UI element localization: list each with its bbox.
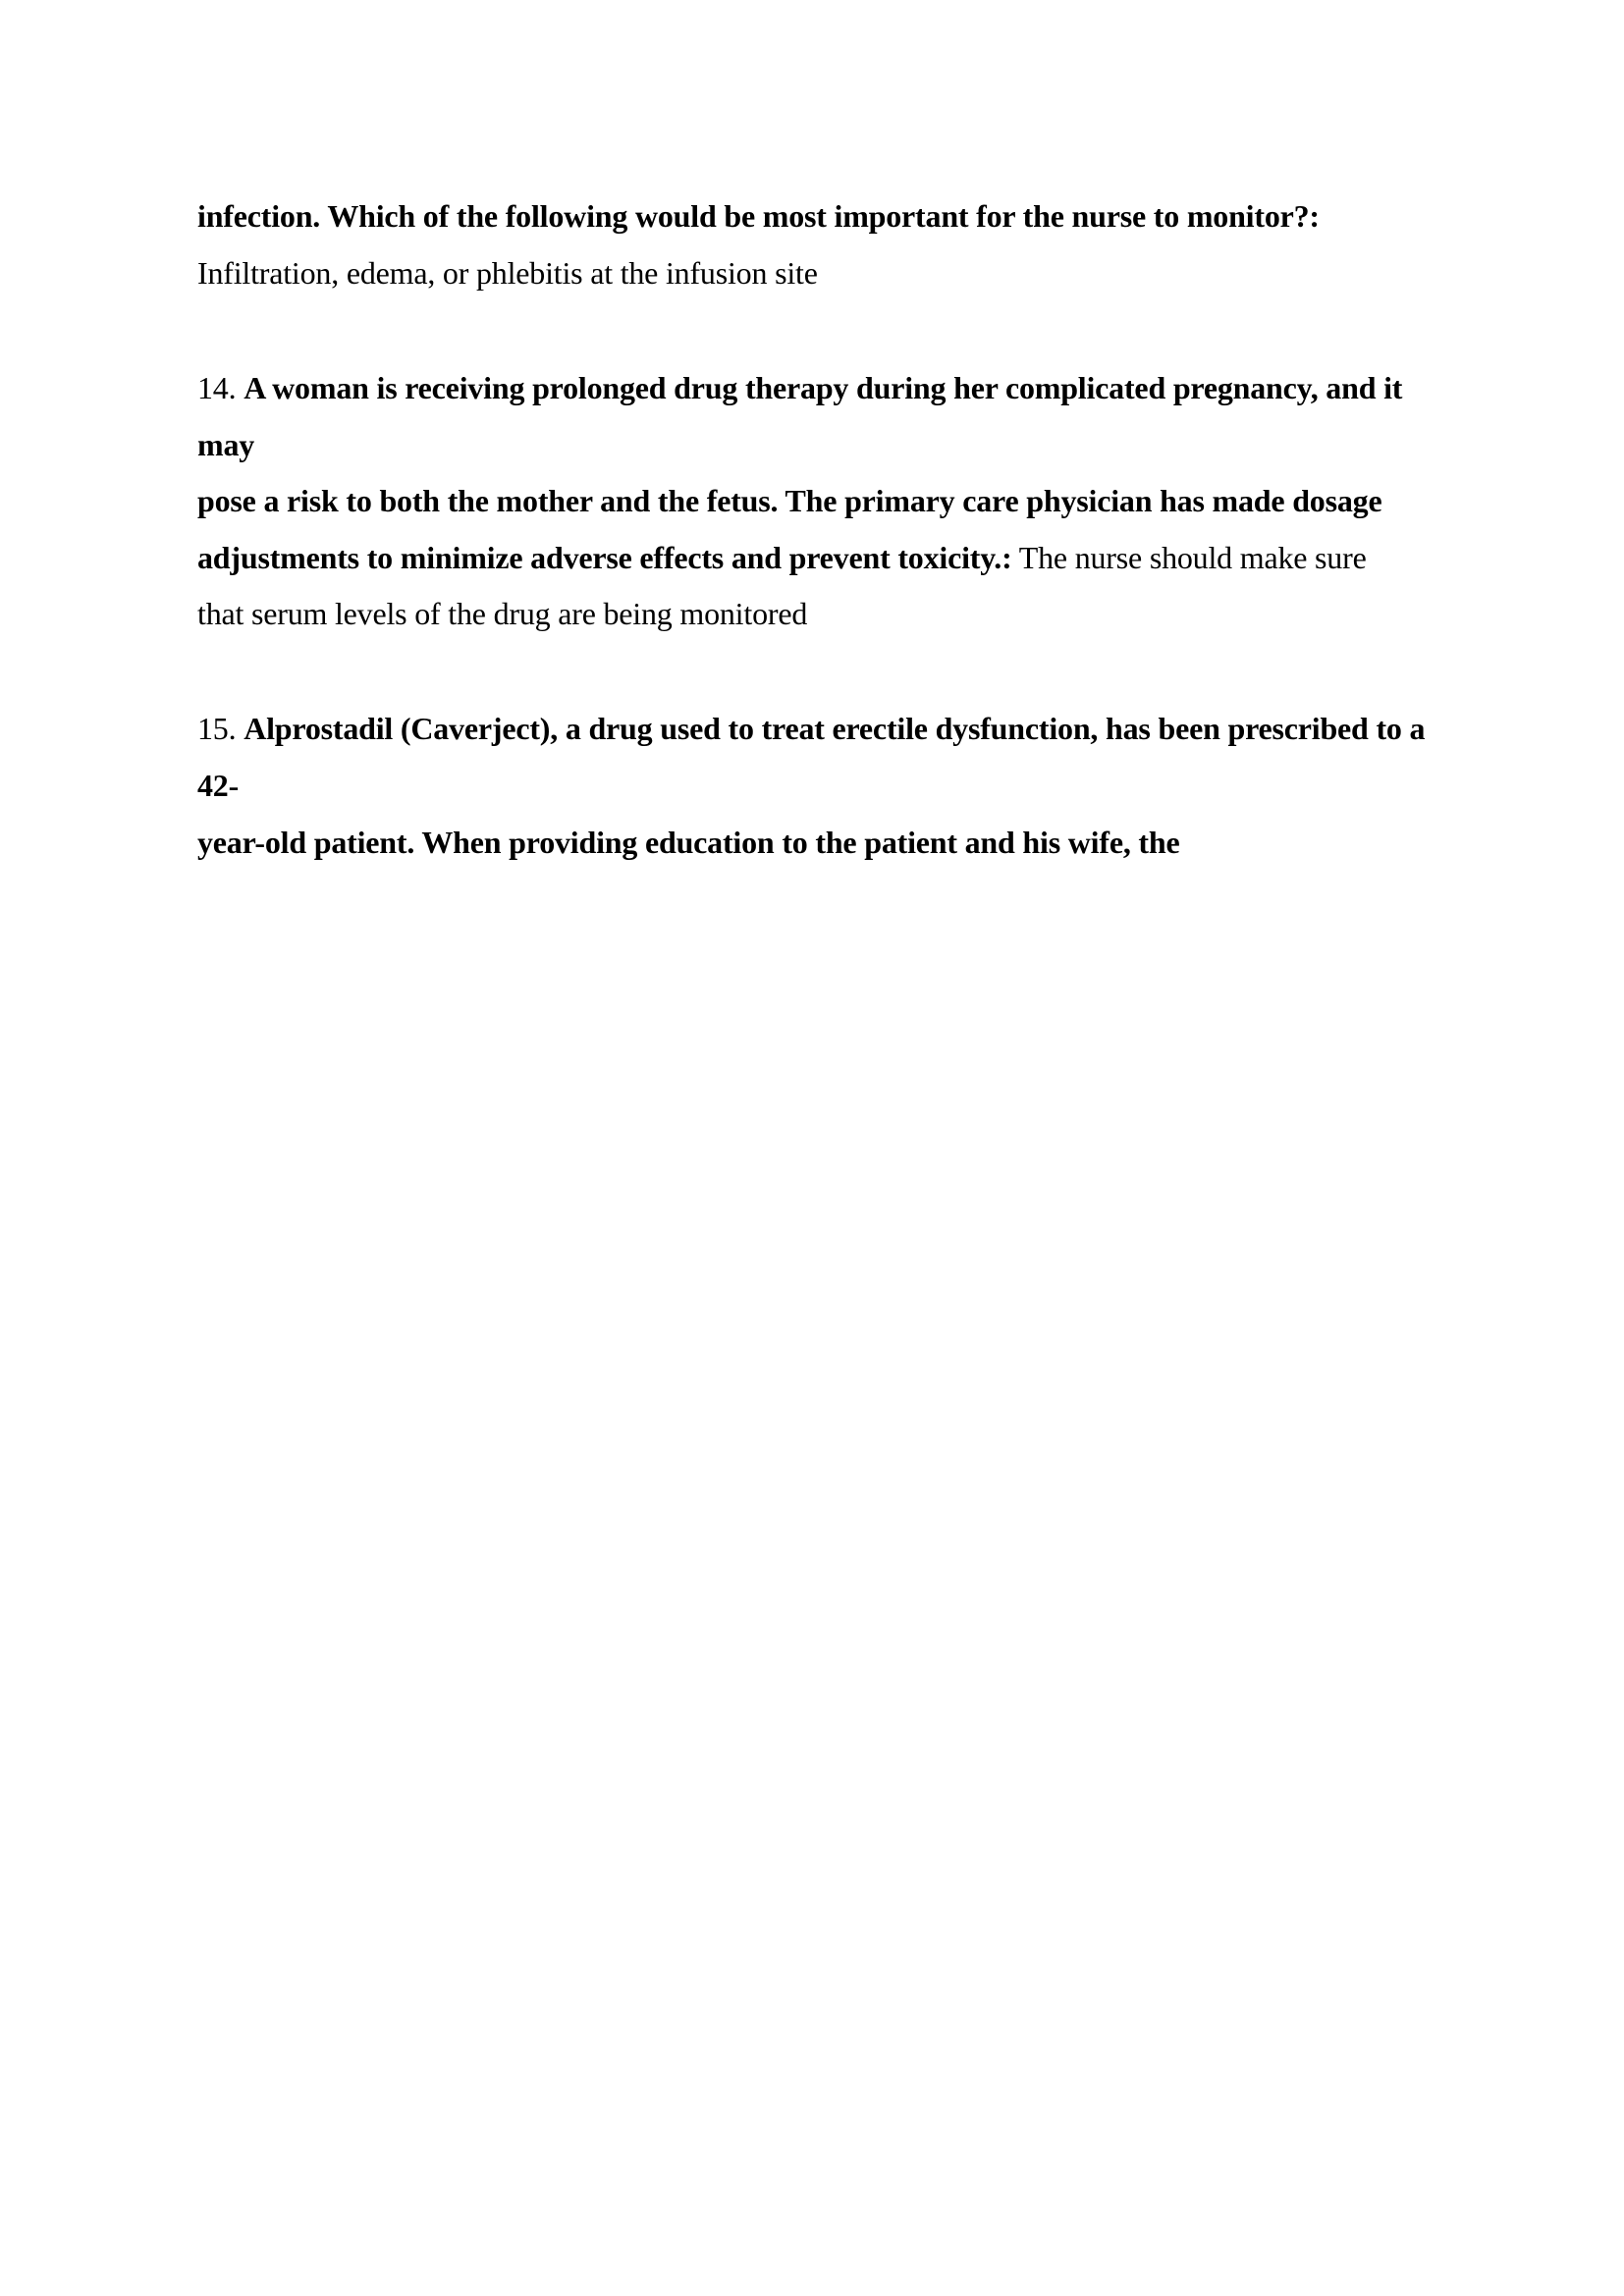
answer-text: Infiltration, edema, or phlebitis at the infusion site xyxy=(197,255,818,291)
question-text-line xyxy=(197,425,254,464)
question-number: 15. xyxy=(197,711,244,746)
question-text: year-old patient. When providing education to the patient and his wife, the xyxy=(197,825,1180,860)
question-text-line xyxy=(197,709,1425,748)
question-text-line xyxy=(197,368,1402,407)
answer-text: The nurse should make sure xyxy=(1011,540,1367,575)
question-text: pose a risk to both the mother and the fetus. The primary care physician has made dosage xyxy=(197,483,1382,518)
question-number: 14. xyxy=(197,370,244,405)
question-text: may xyxy=(197,427,255,462)
question-text-line xyxy=(197,823,1180,862)
question-text: Alprostadil (Caverject), a drug used to treat erectile dysfunction, has been prescribed to a xyxy=(244,711,1426,746)
question-text-line xyxy=(197,481,1381,520)
answer-text: that serum levels of the drug are being monitored xyxy=(197,596,808,631)
answer-text-line xyxy=(197,594,807,633)
question-text: A woman is receiving prolonged drug therapy during her complicated pregnancy, and it xyxy=(244,370,1403,405)
question-text: 42- xyxy=(197,768,240,803)
question-answer-line xyxy=(197,538,1367,577)
question-text-line xyxy=(197,196,1320,236)
question-text: infection. Which of the following would be most important for the nurse to monitor?: xyxy=(197,198,1320,234)
question-text-line xyxy=(197,766,239,805)
answer-text-line xyxy=(197,253,818,293)
question-text: adjustments to minimize adverse effects and prevent toxicity.: xyxy=(197,540,1012,575)
